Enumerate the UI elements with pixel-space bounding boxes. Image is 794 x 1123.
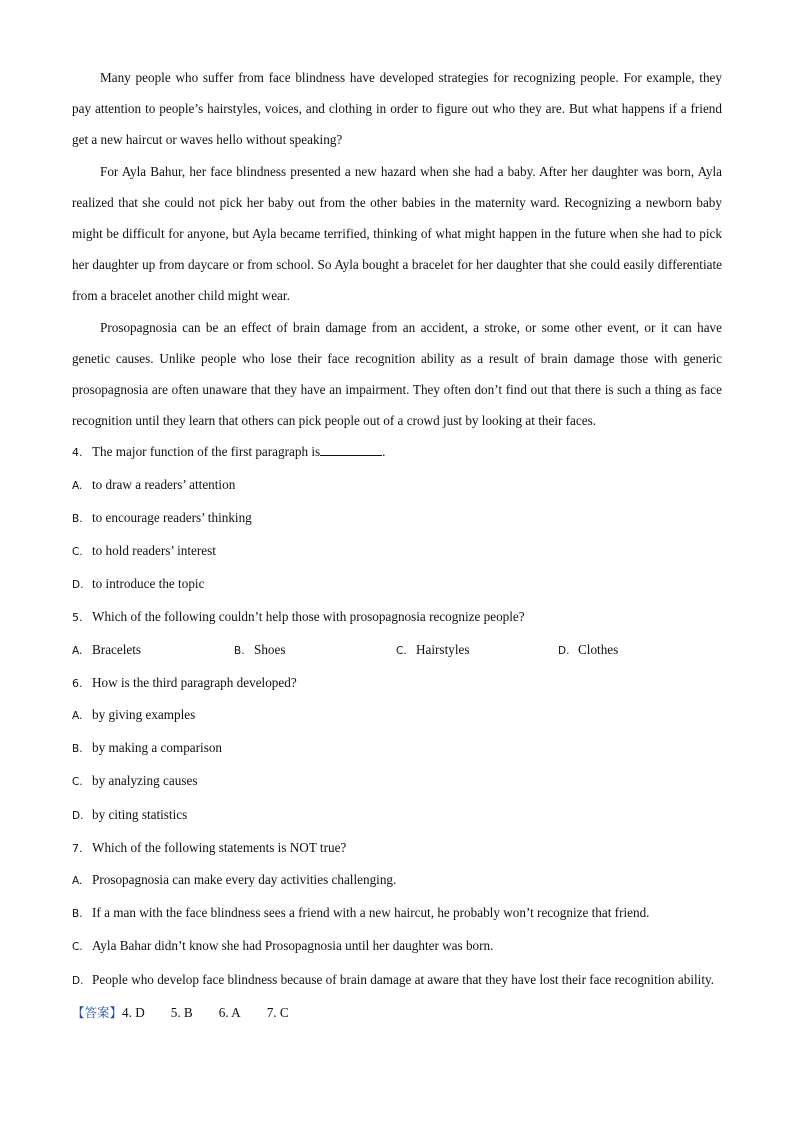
option-b: B. If a man with the face blindness sees a friend with a new haircut, he probably won’t recognize that friend. xyxy=(72,905,650,921)
question-stem: The major function of the first paragraph is xyxy=(92,444,321,460)
question-5 xyxy=(72,601,722,666)
option-c: C. Hairstyles xyxy=(396,641,470,657)
option-c: C. to hold readers’ interest xyxy=(72,543,216,559)
answer-item: 5. B xyxy=(170,1004,193,1020)
question-number: 7. xyxy=(72,841,83,855)
answer-item: 7. C xyxy=(266,1004,289,1020)
passage-paragraph-2: For Ayla Bahur, her face blindness presented a new hazard when she had a baby. After her daughter was born, Ayla realized that she could not pick her baby out from the other babies in the maternity ward. Recognizing a newborn baby might be difficult for anyone, but Ayla became terrified, thinking of what might happen in the future when she had to pick her daughter up from daycare or from school. So Ayla bought a bracelet for her daughter that she could easily differentiate from a bracelet another child might wear. xyxy=(72,163,722,304)
option-d: D. by citing statistics xyxy=(72,806,188,822)
question-6 xyxy=(72,667,722,832)
question-number: 5. xyxy=(72,611,83,625)
question-4 xyxy=(72,436,722,601)
option-b: B. to encourage readers’ thinking xyxy=(72,509,252,525)
option-a: A. to draw a readers’ attention xyxy=(72,476,236,492)
option-c: C. Ayla Bahar didn’t know she had Prosopagnosia until her daughter was born. xyxy=(72,938,494,954)
option-a: A. by giving examples xyxy=(72,707,196,723)
option-row xyxy=(72,634,722,667)
answer-blank xyxy=(320,443,382,456)
document-page xyxy=(72,62,722,1028)
question-end: . xyxy=(382,444,386,460)
passage-paragraph-3: Prosopagnosia can be an effect of brain damage from an accident, a stroke, or some other event, or it can have genetic causes. Unlike people who lose their face recognition ability as a result of brain damage those with generic prosopagnosia are often unaware that they have an impairment. They often don’t find out that there is such a thing as face recognition until they learn that others can pick people out of a crowd just by looking at their faces. xyxy=(72,319,722,429)
option-b: B. Shoes xyxy=(234,641,286,657)
answer-key xyxy=(72,997,722,1028)
question-number: 4. xyxy=(72,446,83,460)
question-stem: Which of the following couldn’t help those with prosopagnosia recognize people? xyxy=(92,609,525,625)
question-stem: Which of the following statements is NOT true? xyxy=(92,839,347,855)
option-c: C. by analyzing causes xyxy=(72,773,198,789)
option-d: D. People who develop face blindness because of brain damage at aware that they have lost their face recognition ability. xyxy=(72,971,715,987)
answer-item: 6. A xyxy=(218,1004,241,1020)
option-a: A. Bracelets xyxy=(72,641,142,657)
question-stem: How is the third paragraph developed? xyxy=(92,674,297,690)
answer-tag: 【答案】 xyxy=(72,1004,123,1020)
answer-item: 4. D xyxy=(122,1004,145,1020)
option-a: A. Prosopagnosia can make every day activities challenging. xyxy=(72,872,397,888)
passage-paragraph-1: Many people who suffer from face blindness have developed strategies for recognizing people. For example, they pay attention to people’s hairstyles, voices, and clothing in order to figure out who they are. But what happens if a friend get a new haircut or waves hello without speaking? xyxy=(72,70,722,148)
question-number: 6. xyxy=(72,676,83,690)
option-d: D. Clothes xyxy=(558,641,619,657)
option-d: D. to introduce the topic xyxy=(72,576,205,592)
option-b: B. by making a comparison xyxy=(72,740,223,756)
question-7 xyxy=(72,832,722,997)
